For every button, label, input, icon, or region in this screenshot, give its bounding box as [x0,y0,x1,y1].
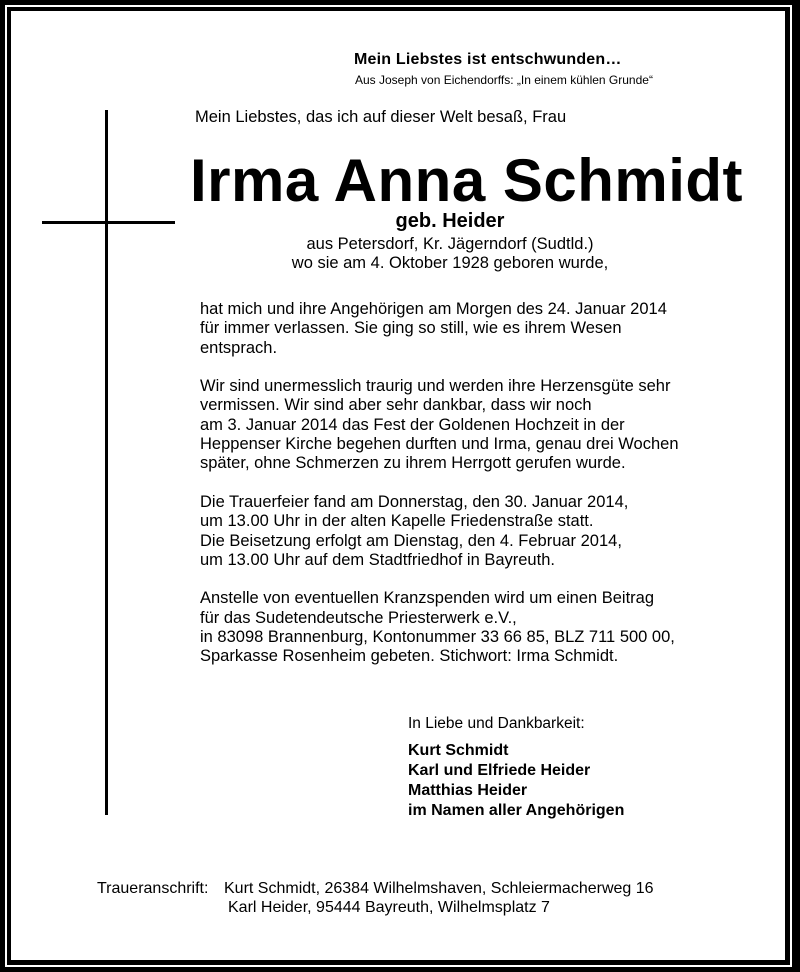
obituary-body [200,300,730,686]
cross-vertical-bar [105,110,108,815]
text-line: hat mich und ihre Angehörigen am Morgen des 24. Januar 2014 [200,300,667,318]
birth-line: wo sie am 4. Oktober 1928 geboren wurde, [291,254,609,272]
maiden-name: geb. Heider [395,210,505,232]
text-line: um 13.00 Uhr auf dem Stadtfriedhof in Bayreuth. [200,550,555,569]
text-line: für das Sudetendeutsche Priesterwerk e.V., [200,608,517,627]
origin-block [190,235,710,273]
text-line: vermissen. Wir sind aber sehr dankbar, dass wir noch [200,396,592,415]
paragraph-funeral [200,493,730,570]
paragraph-passing [200,300,730,358]
mourning-address [97,879,654,917]
text-line: Die Beisetzung erfolgt am Dienstag, den 4. Februar 2014, [200,531,622,550]
epigraph-source: Aus Joseph von Eichendorffs: „In einem kühlen Grunde“ [355,73,653,87]
closing-line: In Liebe und Dankbarkeit: [408,715,585,732]
text-line: später, ohne Schmerzen zu ihrem Herrgott gerufen wurde. [200,454,626,473]
epigraph-title: Mein Liebstes ist entschwunden… [354,51,622,68]
paragraph-gratitude [200,377,730,473]
text-line: Heppenser Kirche begehen durften und Irma, genau drei Wochen [200,435,679,454]
intro-line: Mein Liebstes, das ich auf dieser Welt besaß, Frau [195,108,567,126]
address-label: Traueranschrift: [97,880,209,897]
paragraph-donation [200,589,730,666]
signatures [408,741,624,821]
text-line: Wir sind unermesslich traurig und werden ihre Herzensgüte sehr [200,377,671,396]
address-line: Karl Heider, 95444 Bayreuth, Wilhelmsplatz 7 [228,899,550,916]
text-line: Anstelle von eventuellen Kranzspenden wird um einen Beitrag [200,589,655,608]
text-line: entsprach. [200,338,278,357]
signature-line: Karl und Elfriede Heider [408,762,591,779]
signature-line: Matthias Heider [408,782,528,799]
signature-line: Kurt Schmidt [408,742,509,759]
signature-line: im Namen aller Angehörigen [408,802,625,819]
text-line: in 83098 Brannenburg, Kontonummer 33 66 85, BLZ 711 500 00, [200,628,675,647]
text-line: Die Trauerfeier fand am Donnerstag, den 30. Januar 2014, [200,492,629,511]
text-line: um 13.00 Uhr in der alten Kapelle Friedenstraße statt. [200,512,594,531]
text-line: für immer verlassen. Sie ging so still, wie es ihrem Wesen [200,319,622,338]
cross-horizontal-bar [42,221,175,224]
text-line: am 3. Januar 2014 das Fest der Goldenen Hochzeit in der [200,415,625,434]
address-line: Kurt Schmidt, 26384 Wilhelmshaven, Schleiermacherweg 16 [224,880,654,897]
text-line: Sparkasse Rosenheim gebeten. Stichwort: Irma Schmidt. [200,647,619,666]
origin-line: aus Petersdorf, Kr. Jägerndorf (Sudtld.) [306,235,594,253]
deceased-name: Irma Anna Schmidt [190,147,744,214]
